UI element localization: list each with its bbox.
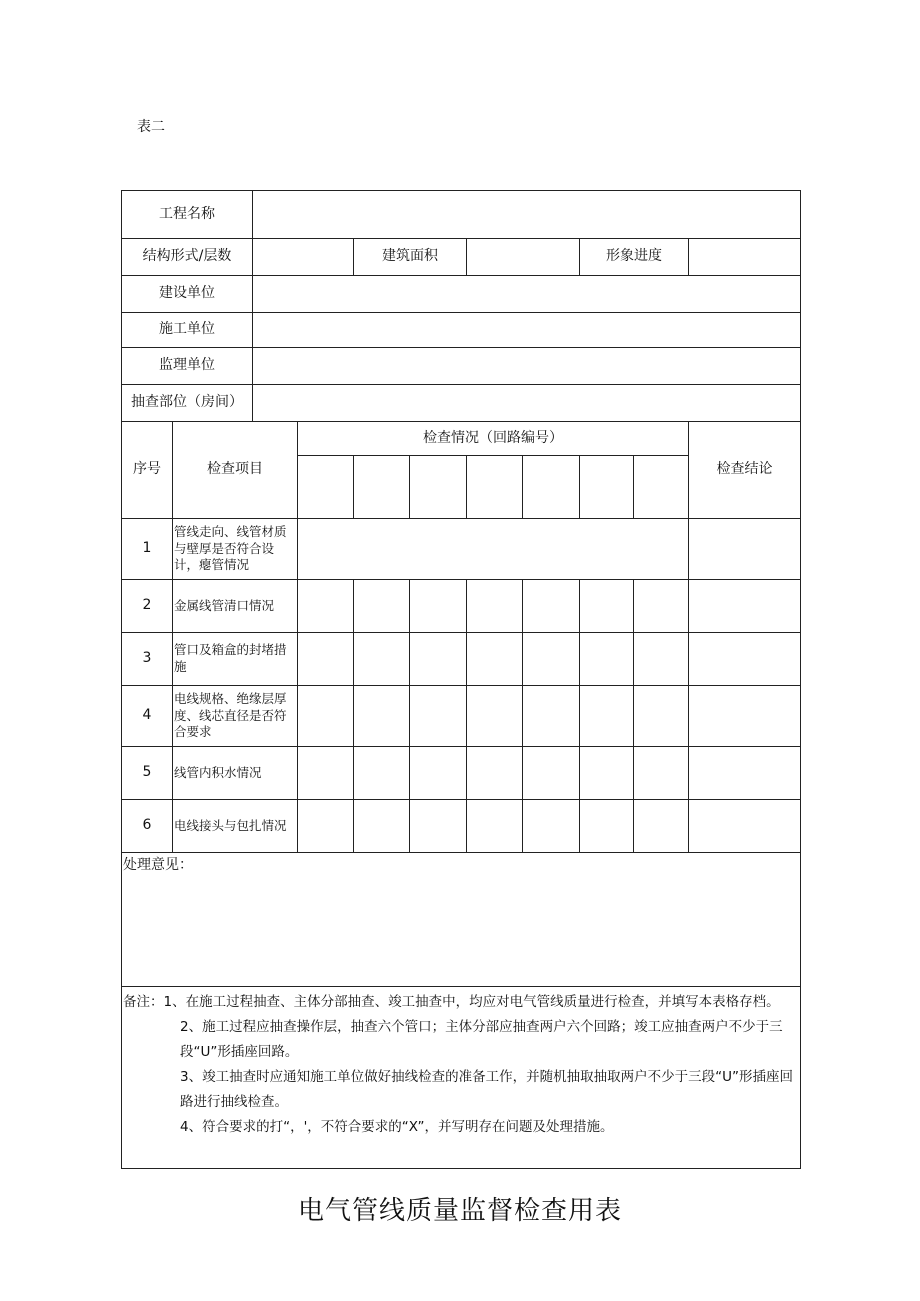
table-caption: 表二 — [137, 119, 165, 135]
contractor-field[interactable] — [253, 313, 801, 348]
builder-field[interactable] — [253, 276, 801, 313]
row-conclusion-cell[interactable] — [689, 633, 801, 686]
row-check-cell[interactable] — [298, 747, 354, 800]
opinion-label: 处理意见： — [123, 857, 193, 873]
circuit-column-5[interactable] — [523, 456, 580, 519]
seq-header: 序号 — [122, 422, 173, 519]
circuit-column-4[interactable] — [467, 456, 523, 519]
row-check-cell[interactable] — [580, 747, 634, 800]
row-conclusion-cell[interactable] — [689, 800, 801, 853]
location-label: 抽查部位（房间） — [122, 385, 253, 422]
row-check-cell[interactable] — [634, 633, 689, 686]
note-4: 4、符合要求的打“，'，不符合要求的“X”，并写明存在问题及处理措施。 — [180, 1119, 614, 1135]
row-check-cell[interactable] — [354, 686, 410, 747]
row-item: 电线规格、绝缘层厚度、线芯直径是否符合要求 — [173, 686, 298, 747]
row-check-cell[interactable] — [580, 800, 634, 853]
table-row — [122, 800, 801, 853]
row-check-cell[interactable] — [410, 747, 467, 800]
row-item: 线管内积水情况 — [173, 747, 298, 800]
row-check-cell[interactable] — [298, 580, 354, 633]
row-seq: 4 — [122, 686, 173, 747]
circuit-column-6[interactable] — [580, 456, 634, 519]
structure-field[interactable] — [253, 239, 354, 276]
row-seq: 3 — [122, 633, 173, 686]
note-1: 备注：1、在施工过程抽查、主体分部抽查、竣工抽查中，均应对电气管线质量进行检查，并填写本表格存档。 — [123, 994, 780, 1010]
row-check-cell[interactable] — [467, 633, 523, 686]
row-check-cell[interactable] — [354, 800, 410, 853]
row-check-cell[interactable] — [354, 633, 410, 686]
row-check-cell[interactable] — [523, 633, 580, 686]
notes-section — [122, 987, 801, 1169]
location-field[interactable] — [253, 385, 801, 422]
table-row — [122, 519, 801, 580]
row-seq: 5 — [122, 747, 173, 800]
area-label: 建筑面积 — [354, 239, 467, 276]
progress-field[interactable] — [689, 239, 801, 276]
project-name-field[interactable] — [253, 191, 801, 239]
row-check-cell[interactable] — [467, 580, 523, 633]
project-name-label: 工程名称 — [122, 191, 253, 239]
row-check-cell[interactable] — [580, 686, 634, 747]
inspection-form — [121, 190, 801, 1169]
row-check-cell[interactable] — [410, 633, 467, 686]
row-check-cell[interactable] — [467, 686, 523, 747]
row-conclusion-cell[interactable] — [689, 747, 801, 800]
item-header: 检查项目 — [173, 422, 298, 519]
row-item: 金属线管清口情况 — [173, 580, 298, 633]
table-row — [122, 747, 801, 800]
row-check-cell[interactable] — [634, 800, 689, 853]
row-check-cell[interactable] — [523, 686, 580, 747]
row-check-cell[interactable] — [298, 800, 354, 853]
row-seq: 2 — [122, 580, 173, 633]
row-conclusion-cell[interactable] — [689, 580, 801, 633]
row-seq: 1 — [122, 519, 173, 580]
supervisor-field[interactable] — [253, 348, 801, 385]
row-check-cell[interactable] — [634, 686, 689, 747]
circuit-column-7[interactable] — [634, 456, 689, 519]
opinion-field[interactable] — [122, 853, 801, 987]
table-row — [122, 686, 801, 747]
contractor-label: 施工单位 — [122, 313, 253, 348]
note-2: 2、施工过程应抽查操作层，抽查六个管口；主体分部应抽查两户六个回路；竣工应抽查两户不少于三段“U”形插座回路。 — [180, 1019, 783, 1060]
row-check-cell[interactable] — [410, 580, 467, 633]
progress-label: 形象进度 — [580, 239, 689, 276]
builder-label: 建设单位 — [122, 276, 253, 313]
row-item: 管口及箱盒的封堵措施 — [173, 633, 298, 686]
table-row — [122, 633, 801, 686]
structure-label: 结构形式/层数 — [122, 239, 253, 276]
row-check-cell[interactable] — [523, 580, 580, 633]
conclusion-header: 检查结论 — [689, 422, 801, 519]
area-field[interactable] — [467, 239, 580, 276]
row-conclusion-cell[interactable] — [689, 519, 801, 580]
circuit-column-1[interactable] — [298, 456, 354, 519]
row-item: 管线走向、线管材质与壁厚是否符合设计，瘪管情况 — [173, 519, 298, 580]
row-check-cell[interactable] — [298, 633, 354, 686]
row-check-cell[interactable] — [354, 747, 410, 800]
row-check-cell[interactable] — [634, 747, 689, 800]
row-check-cell[interactable] — [580, 633, 634, 686]
supervisor-label: 监理单位 — [122, 348, 253, 385]
table-row — [122, 580, 801, 633]
note-3: 3、竣工抽查时应通知施工单位做好抽线检查的准备工作，并随机抽取抽取两户不少于三段“U”形插座回路进行抽线检查。 — [180, 1069, 793, 1110]
row-check-cell[interactable] — [467, 747, 523, 800]
row-check-cell[interactable] — [523, 800, 580, 853]
row-check-cell[interactable] — [410, 800, 467, 853]
row-check-cell[interactable] — [580, 580, 634, 633]
row-check-cell[interactable] — [298, 519, 689, 580]
situation-header: 检查情况（回路编号） — [298, 422, 689, 456]
row-check-cell[interactable] — [354, 580, 410, 633]
circuit-column-2[interactable] — [354, 456, 410, 519]
row-item: 电线接头与包扎情况 — [173, 800, 298, 853]
row-check-cell[interactable] — [298, 686, 354, 747]
circuit-column-3[interactable] — [410, 456, 467, 519]
row-check-cell[interactable] — [467, 800, 523, 853]
document-title: 电气管线质量监督检查用表 — [297, 1196, 622, 1226]
row-conclusion-cell[interactable] — [689, 686, 801, 747]
row-check-cell[interactable] — [410, 686, 467, 747]
row-check-cell[interactable] — [634, 580, 689, 633]
row-check-cell[interactable] — [523, 747, 580, 800]
row-seq: 6 — [122, 800, 173, 853]
